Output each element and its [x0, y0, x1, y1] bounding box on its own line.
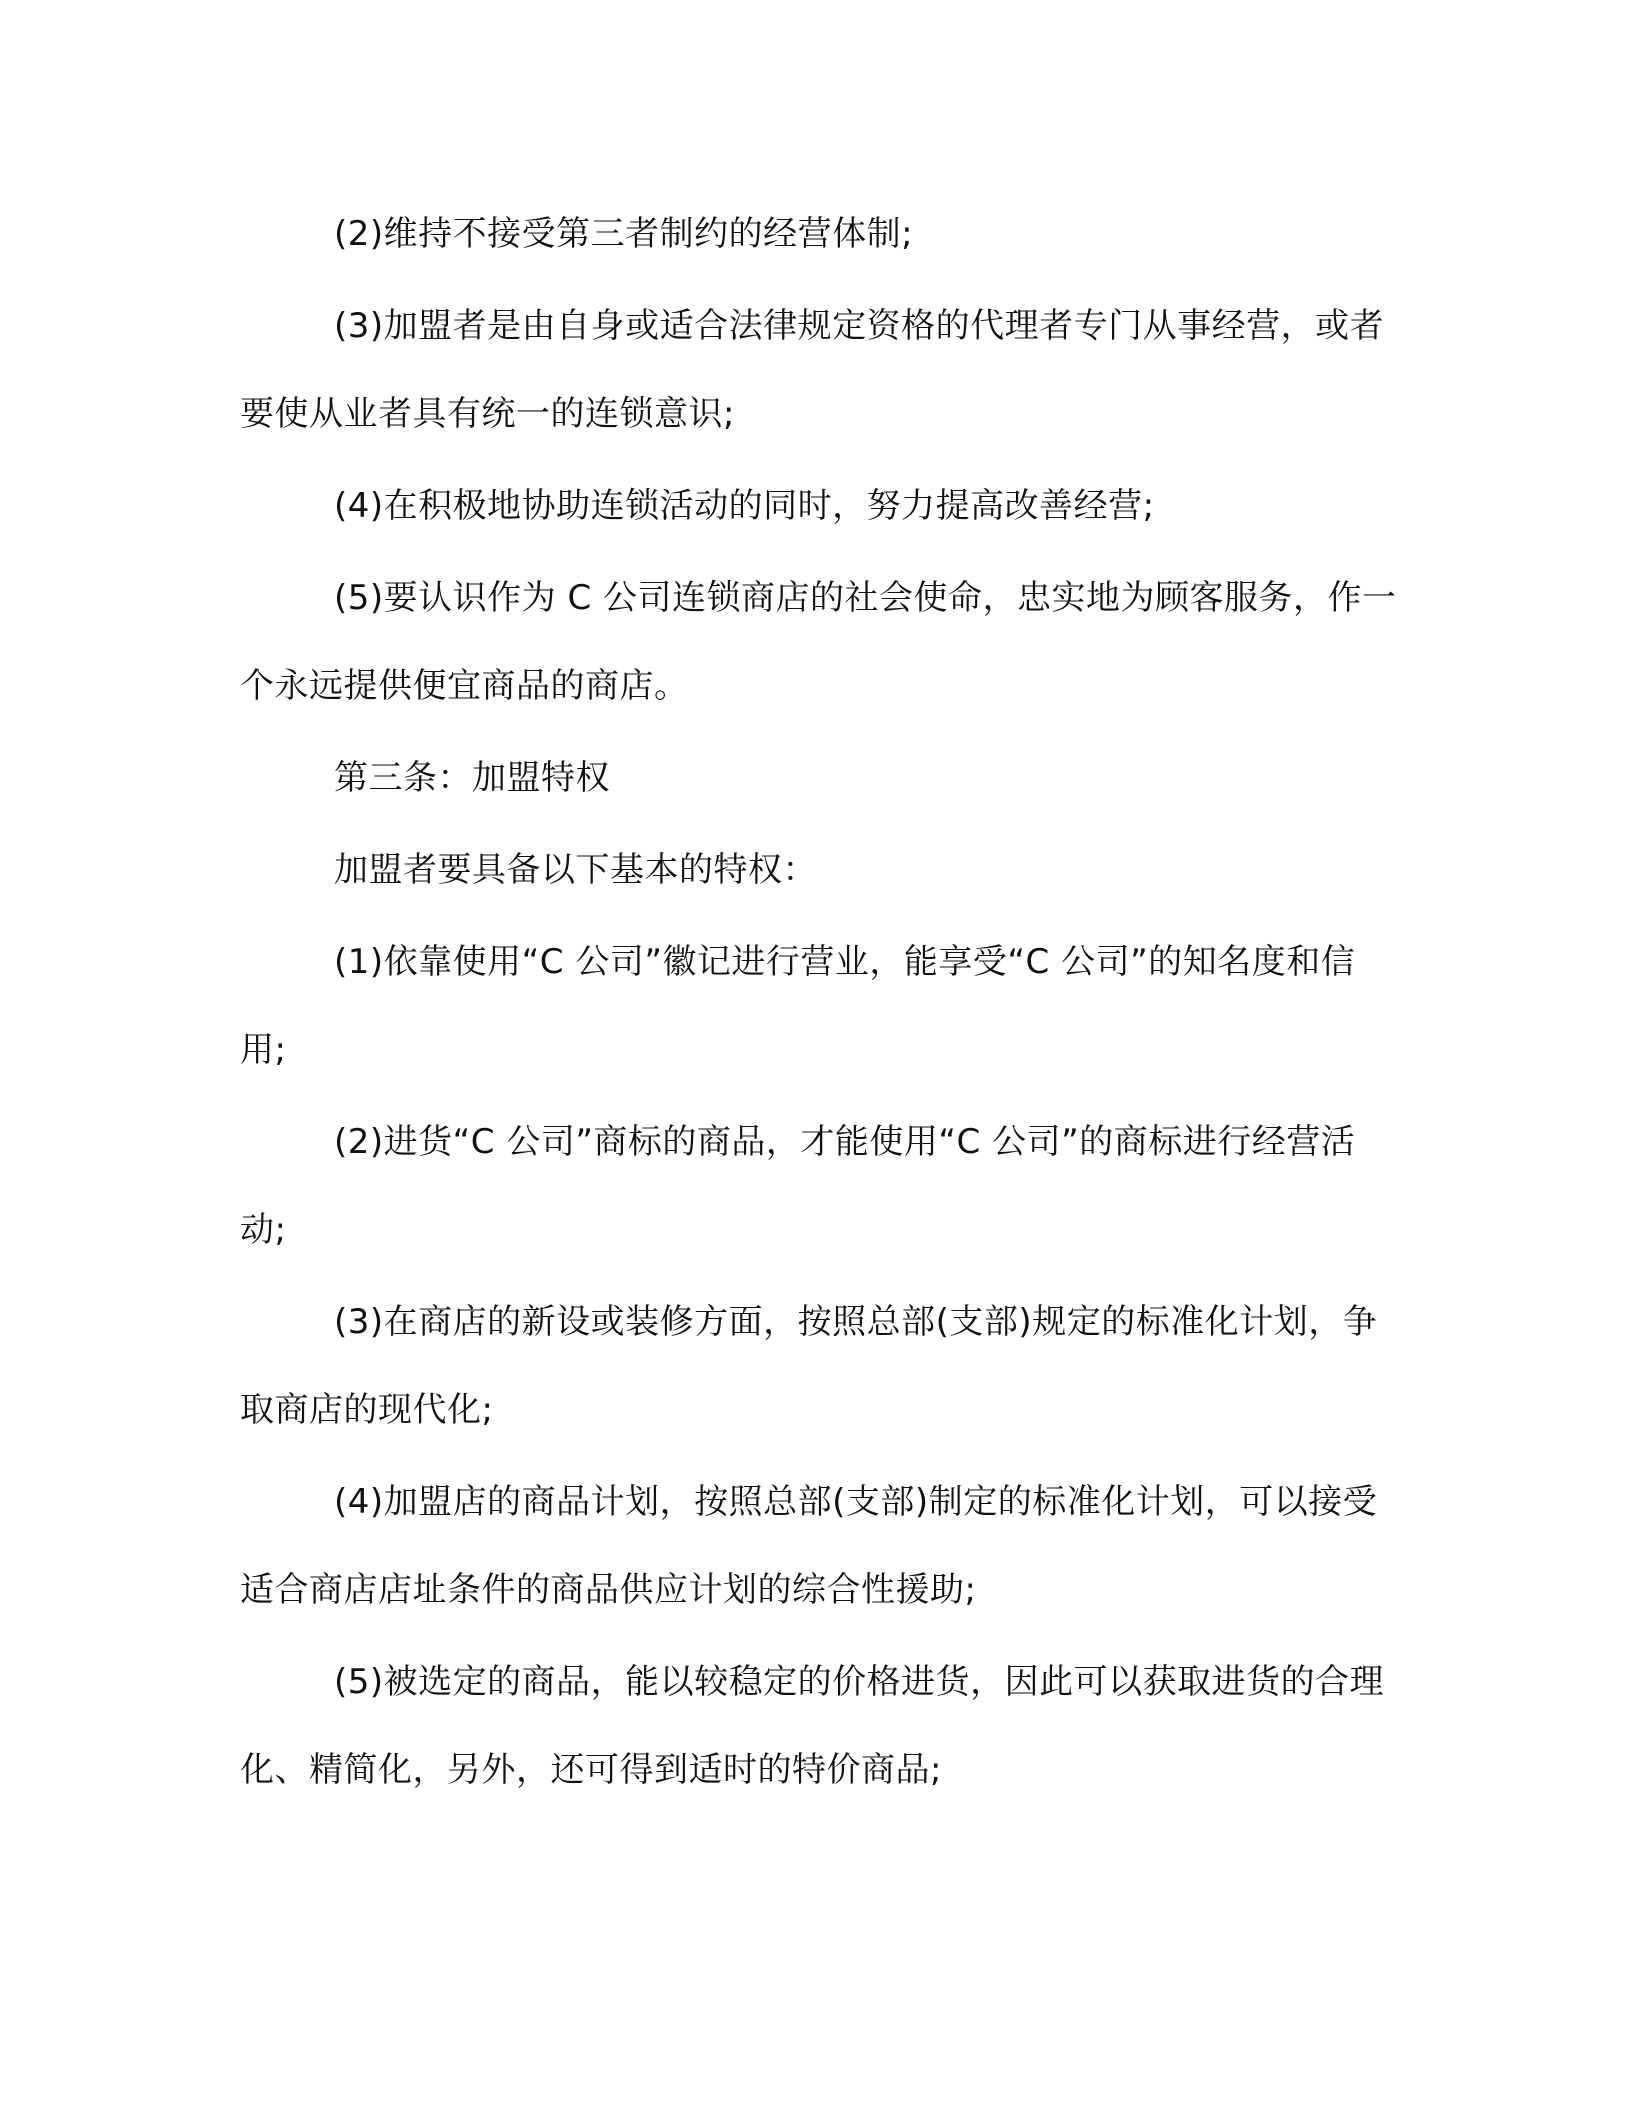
- document-body: [240, 190, 1400, 1814]
- paragraph-item-5-social-mission: (5)要认识作为 C 公司连锁商店的社会使命，忠实地为顾客服务，作一个永远提供便宜商品的商店。: [240, 578, 1397, 706]
- privilege-item-3-store-modernization: (3)在商店的新设或装修方面，按照总部(支部)规定的标准化计划，争取商店的现代化;: [240, 1302, 1378, 1430]
- section-heading-article-3: 第三条：加盟特权: [334, 758, 610, 798]
- privilege-item-4-merchandise-plan: (4)加盟店的商品计划，按照总部(支部)制定的标准化计划，可以接受适合商店店址条件的商品供应计划的综合性援助;: [240, 1482, 1378, 1610]
- paragraph-item-3-operator-qualification: (3)加盟者是由自身或适合法律规定资格的代理者专门从事经营，或者要使从业者具有统一的连锁意识;: [240, 306, 1385, 434]
- privilege-item-1-logo-use: (1)依靠使用“C 公司”徽记进行营业，能享受“C 公司”的知名度和信用;: [240, 942, 1356, 1070]
- paragraph-item-2-operating-system: (2)维持不接受第三者制约的经营体制;: [334, 214, 914, 254]
- privilege-item-2-trademark-use: (2)进货“C 公司”商标的商品，才能使用“C 公司”的商标进行经营活动;: [240, 1122, 1356, 1250]
- privilege-item-5-stable-pricing: (5)被选定的商品，能以较稳定的价格进货，因此可以获取进货的合理化、精简化，另外，还可得到适时的特价商品;: [240, 1662, 1385, 1790]
- paragraph-privileges-intro: 加盟者要具备以下基本的特权：: [334, 850, 817, 890]
- paragraph-item-4-chain-cooperation: (4)在积极地协助连锁活动的同时，努力提高改善经营;: [334, 486, 1155, 526]
